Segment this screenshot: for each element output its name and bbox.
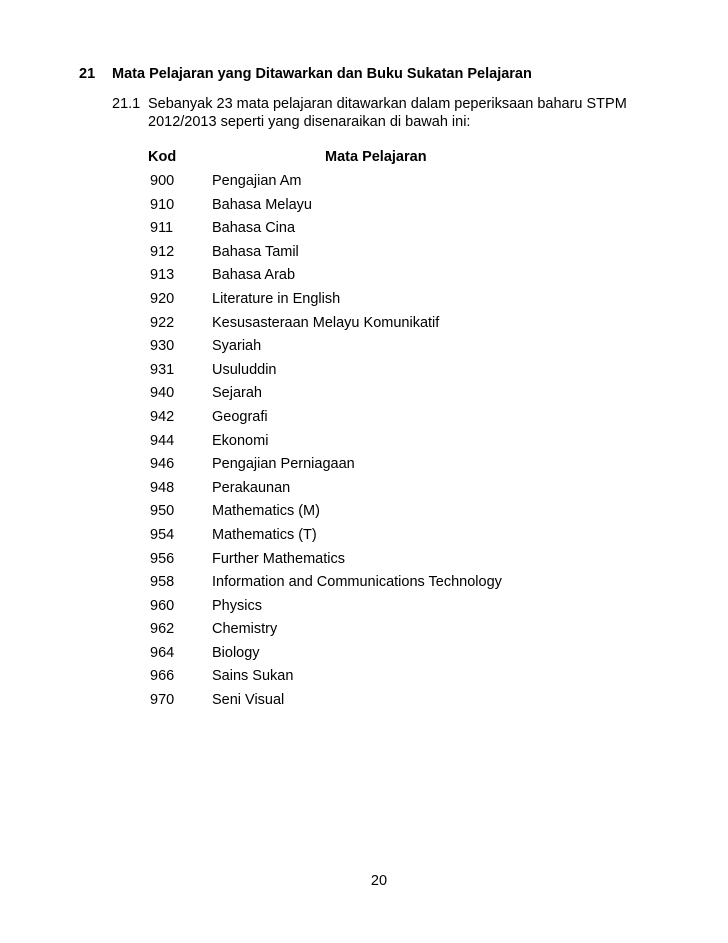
subject-name: Bahasa Cina — [212, 220, 296, 237]
subject-name: Mathematics (M) — [212, 503, 320, 520]
table-row — [148, 548, 448, 572]
section-title: Mata Pelajaran yang Ditawarkan dan Buku Sukatan Pelajaran — [112, 66, 532, 82]
subject-code: 942 — [150, 408, 175, 425]
page-number: 20 — [370, 873, 388, 889]
subject-code: 944 — [150, 432, 175, 449]
table-row — [148, 382, 448, 406]
table-row — [148, 170, 448, 194]
subject-name: Bahasa Melayu — [212, 196, 312, 213]
subject-name: Information and Communications Technology — [212, 574, 502, 591]
table-row — [148, 312, 448, 336]
header-code: Kod — [148, 149, 177, 165]
subject-name: Physics — [212, 597, 262, 614]
subject-code: 960 — [150, 597, 175, 614]
table-row — [148, 571, 502, 595]
subject-code: 900 — [150, 173, 175, 189]
subject-name: Usuluddin — [212, 361, 277, 378]
table-header — [148, 148, 448, 170]
table-row — [148, 665, 448, 689]
table-row — [148, 524, 448, 548]
table-row — [148, 264, 448, 288]
subject-name: Bahasa Tamil — [212, 243, 299, 260]
subject-code: 954 — [150, 526, 175, 543]
subject-name: Bahasa Arab — [212, 267, 296, 284]
table-row — [148, 194, 448, 218]
subject-name: Geografi — [212, 408, 268, 425]
subject-name: Ekonomi — [212, 432, 269, 449]
subject-table — [148, 148, 502, 713]
subject-code: 950 — [150, 503, 175, 520]
section-number: 21 — [79, 66, 96, 82]
subject-code: 930 — [150, 338, 175, 355]
subject-code: 931 — [150, 361, 175, 378]
subject-code: 948 — [150, 479, 175, 496]
subject-code: 920 — [150, 290, 175, 307]
subject-code: 910 — [150, 196, 175, 213]
subject-code: 940 — [150, 385, 175, 402]
subsection-text: Sebanyak 23 mata pelajaran ditawarkan dalam peperiksaan baharu STPM 2012/2013 seperti yang disenaraikan di bawah ini: — [148, 96, 627, 130]
subsection-number: 21.1 — [112, 96, 141, 112]
subject-code: 912 — [150, 243, 175, 260]
subject-code: 956 — [150, 550, 175, 567]
subject-name: Sejarah — [212, 385, 262, 402]
subject-name: Mathematics (T) — [212, 526, 317, 543]
subject-code: 922 — [150, 314, 175, 331]
subject-name: Chemistry — [212, 621, 278, 638]
table-row — [148, 453, 448, 477]
subject-code: 966 — [150, 668, 175, 685]
header-subject: Mata Pelajaran — [325, 149, 427, 165]
subject-name: Sains Sukan — [212, 668, 294, 685]
table-row — [148, 217, 448, 241]
subject-code: 970 — [150, 692, 175, 709]
section-heading — [79, 66, 532, 83]
subject-code: 911 — [150, 220, 174, 237]
subject-name: Further Mathematics — [212, 550, 345, 567]
subject-code: 958 — [150, 574, 175, 591]
table-row — [148, 595, 448, 619]
subject-code: 964 — [150, 644, 175, 661]
subject-code: 913 — [150, 267, 175, 284]
subject-code: 946 — [150, 456, 175, 473]
subject-name: Perakaunan — [212, 479, 291, 496]
table-row — [148, 618, 448, 642]
table-row — [148, 477, 448, 501]
table-row — [148, 335, 448, 359]
table-row — [148, 288, 448, 312]
subject-name: Seni Visual — [212, 692, 285, 709]
subject-name: Kesusasteraan Melayu Komunikatif — [212, 314, 440, 331]
subject-name: Syariah — [212, 338, 262, 355]
subject-code: 962 — [150, 621, 175, 638]
table-row — [148, 689, 448, 713]
subject-name: Pengajian Am — [212, 173, 302, 189]
subject-name: Biology — [212, 644, 260, 661]
table-row — [148, 406, 448, 430]
subsection-paragraph — [112, 95, 672, 131]
table-row — [148, 430, 448, 454]
table-row — [148, 241, 448, 265]
table-row — [148, 642, 448, 666]
subject-name: Literature in English — [212, 290, 341, 307]
table-row — [148, 500, 448, 524]
table-row — [148, 359, 448, 383]
table-body — [148, 170, 502, 713]
subject-name: Pengajian Perniagaan — [212, 456, 355, 473]
